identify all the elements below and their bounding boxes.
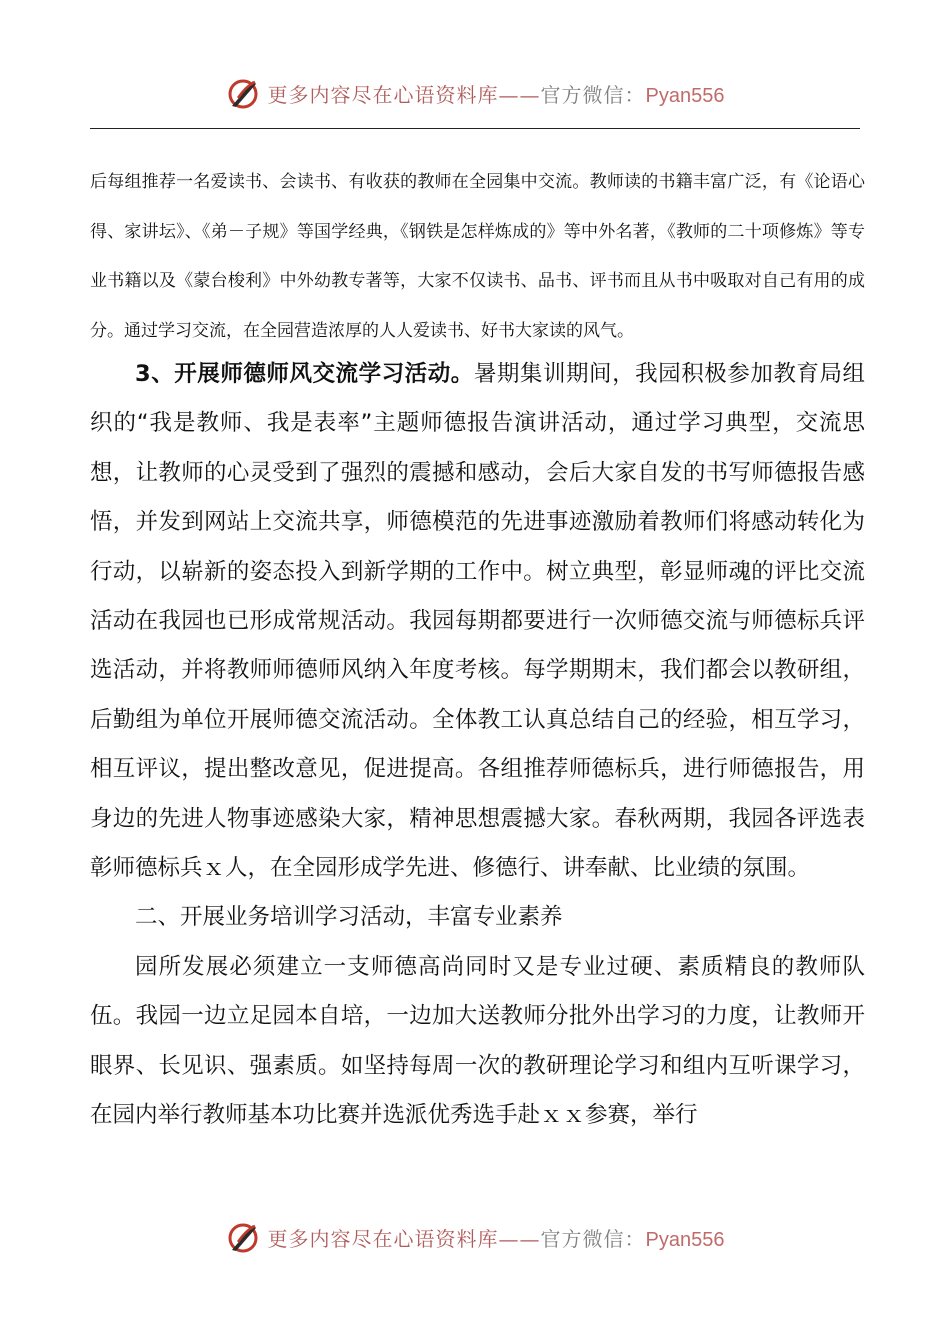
footer-brand <box>268 1223 725 1252</box>
ethics-activity-paragraph <box>90 350 865 893</box>
header-divider <box>90 128 860 129</box>
header-brand <box>268 79 725 108</box>
footer-wechat-label: 官方微信： <box>540 1226 646 1251</box>
reading-exchange-paragraph: 后每组推荐一名爱读书、会读书、有收获的教师在全园集中交流。教师读的书籍丰富广泛，有《论语心得、家讲坛》、《弟－子规》等国学经典，《钢铁是怎样炼成的》等中外名著，《教师的二十项修炼》等专业书籍以及《蒙台梭利》中外幼教专著等，大家不仅读书、品书、评书而且从书中吸取对自己有用的成分。通过学习交流，在全园营造浓厚的人人爱读书、好书大家读的风气。 <box>90 172 865 341</box>
header-brand-text: 更多内容尽在心语资料库—— <box>267 82 541 107</box>
footer-brand-text: 更多内容尽在心语资料库—— <box>267 1226 541 1251</box>
ethics-activity-text: 暑期集训期间，我园积极参加教育局组织的“我是教师、我是表率”主题师德报告演讲活动，通过学习典型，交流思想，让教师的心灵受到了强烈的震撼和感动，会后大家自发的书写师德报告感悟，并发到网站上交流共享，师德模范的先进事迹激励着教师们将感动转化为行动，以崭新的姿态投入到新学期的工作中。树立典型，彰显师魂的评比交流活动在我园也已形成常规活动。我园每期都要进行一次师德交流与师德标兵评选活动，并将教师师德师风纳入年度考核。每学期期末，我们都会以教研组，后勤组为单位开展师德交流活动。全体教工认真总结自己的经验，相互学习，相互评议，提出整改意见，促进提高。各组推荐师德标兵，进行师德报告，用身边的先进人物事迹感染大家，精神思想震撼大家。春秋两期，我园各评选表彰师德标兵ｘ人，在全园形成学先进、修德行、讲奉献、比业绩的氛围。 <box>90 361 865 882</box>
ethics-activity-heading: 3、开展师德师风交流学习活动。 <box>135 361 474 387</box>
header-wechat-id: Pyan556 <box>645 84 725 107</box>
header-wechat-label: 官方微信： <box>540 82 646 107</box>
footer-wechat-id: Pyan556 <box>645 1228 725 1251</box>
quill-logo-icon <box>226 76 260 110</box>
main-text <box>90 350 865 1141</box>
quill-logo-icon <box>226 1220 260 1254</box>
page-header <box>0 68 950 118</box>
section-two-heading: 二、开展业务培训学习活动，丰富专业素养 <box>135 904 563 931</box>
training-paragraph: 园所发展必须建立一支师德高尚同时又是专业过硬、素质精良的教师队伍。我园一边立足园本自培，一边加大送教师分批外出学习的力度，让教师开眼界、长见识、强素质。如坚持每周一次的教研理论学习和组内互听课学习，在园内举行教师基本功比赛并选派优秀选手赴ｘｘ参赛，举行 <box>90 953 865 1129</box>
page-footer <box>0 1212 950 1262</box>
